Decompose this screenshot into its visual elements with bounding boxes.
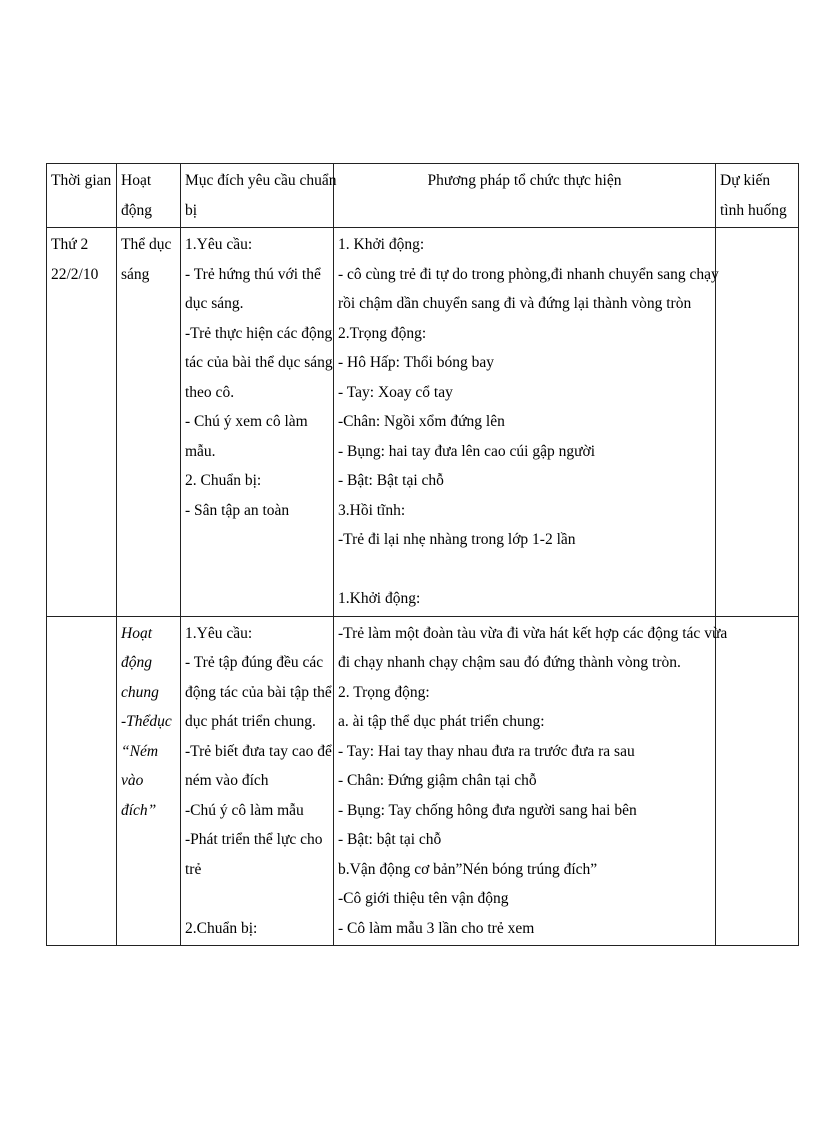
header-note [716,164,799,228]
text-line: động [121,201,152,219]
text-line: Hoạt [121,624,152,642]
text-line: “Ném [121,742,159,760]
header-activity [117,164,181,228]
cell-activity [117,616,181,946]
text-line: đích” [121,801,157,819]
text-line: Thể dục [121,236,172,253]
text-line: chung [121,683,159,701]
text-line: - Trẻ tập đúng đều các [185,654,324,671]
cell-time [47,616,117,946]
cell-purpose [181,616,334,946]
cell-note [716,228,799,617]
text-line: - Chú ý xem cô làm [185,413,308,430]
text-line: 1.Yêu cầu: [185,236,253,253]
text-line: 2. Chuẩn bị: [185,472,262,489]
text-line: 2. Trọng động: [338,683,430,701]
text-line: - Cô làm mẫu 3 lần cho trẻ xem [338,919,535,937]
text-line: đi chạy nhanh chạy chậm sau đó đứng thành vòng tròn. [338,654,681,671]
header-row [47,164,799,228]
table-row [47,616,799,946]
header-method [334,164,716,228]
text-line: - Trẻ hứng thú với thể [185,265,321,283]
text-line: tác của bài thể dục sáng [185,354,333,371]
text-line: Hoạt [121,172,152,189]
text-line: Thời gian [51,172,112,189]
text-line: theo cô. [185,383,235,401]
text-line: 22/2/10 [51,265,99,283]
text-line: - Bật: Bật tại chỗ [338,472,444,489]
table-row [47,228,799,617]
text-line [185,884,329,914]
text-line: -Chú ý cô làm mẫu [185,801,304,819]
text-line: - Bật: bật tại chỗ [338,831,442,848]
text-line: -Thểdục [121,713,172,730]
text-line: dục phát triển chung. [185,713,316,730]
text-line: -Trẻ làm một đoàn tàu vừa đi vừa hát kết hợp các động tác vừa [338,624,728,642]
lesson-plan-table [46,163,799,946]
text-line: động tác của bài tập thể [185,683,332,701]
text-line: - cô cùng trẻ đi tự do trong phòng,đi nhanh chuyển sang chạy [338,265,719,283]
text-line: b.Vận động cơ bản”Nén bóng trúng đích” [338,860,598,878]
text-line: -Trẻ đi lại nhẹ nhàng trong lớp 1-2 lần [338,531,576,548]
text-line: - Bụng: hai tay đưa lên cao cúi gập người [338,442,595,460]
text-line: Phương pháp tổ chức thực hiện [427,172,622,189]
text-line: Dự kiến [720,172,771,189]
text-line: ném vào đích [185,772,269,789]
text-line: - Hô Hấp: Thổi bóng bay [338,354,494,371]
text-line: 2.Chuẩn bị: [185,919,258,937]
text-line: 1.Yêu cầu: [185,624,253,642]
text-line: - Chân: Đứng giậm chân tại chỗ [338,772,537,789]
text-line: sáng [121,265,150,283]
text-line: -Cô giới thiệu tên vận động [338,890,509,907]
cell-method [334,228,719,617]
text-line: Thứ 2 [51,236,89,253]
text-line: - Tay: Xoay cổ tay [338,383,453,401]
cell-time [47,228,117,617]
text-line: bị [185,201,198,219]
text-line: -Chân: Ngồi xổm đứng lên [338,413,505,430]
cell-method [334,616,728,946]
text-line: 2.Trọng động: [338,324,427,342]
text-line: -Trẻ thực hiện các động [185,324,333,342]
text-line: a. ài tập thể dục phát triển chung: [338,713,545,730]
text-line: tình huống [720,201,787,219]
text-line: - Bụng: Tay chống hông đưa người sang hai bên [338,801,637,819]
text-line: - Sân tập an toàn [185,501,290,519]
text-line: mẫu. [185,442,216,460]
text-line: Mục đích yêu cầu chuẩn [185,172,337,189]
text-line: động [121,654,152,671]
text-line: rồi chậm dần chuyển sang đi và đứng lại thành vòng tròn [338,295,692,312]
cell-activity [117,228,181,617]
text-line: - Tay: Hai tay thay nhau đưa ra trước đưa ra sau [338,742,635,760]
text-line: -Phát triển thể lực cho [185,831,323,848]
text-line: vào [121,772,144,789]
cell-purpose [181,228,334,617]
header-time [47,164,117,228]
text-line: dục sáng. [185,295,244,312]
cell-note [716,616,799,946]
text-line: 3.Hồi tĩnh: [338,501,406,519]
text-line: 1.Khởi động: [338,590,421,607]
text-line: 1. Khởi động: [338,236,425,253]
text-line [338,555,711,585]
text-line: trẻ [185,860,202,878]
header-purpose [181,164,337,228]
text-line: -Trẻ biết đưa tay cao để [185,742,332,760]
lesson-plan-sheet [46,163,798,946]
